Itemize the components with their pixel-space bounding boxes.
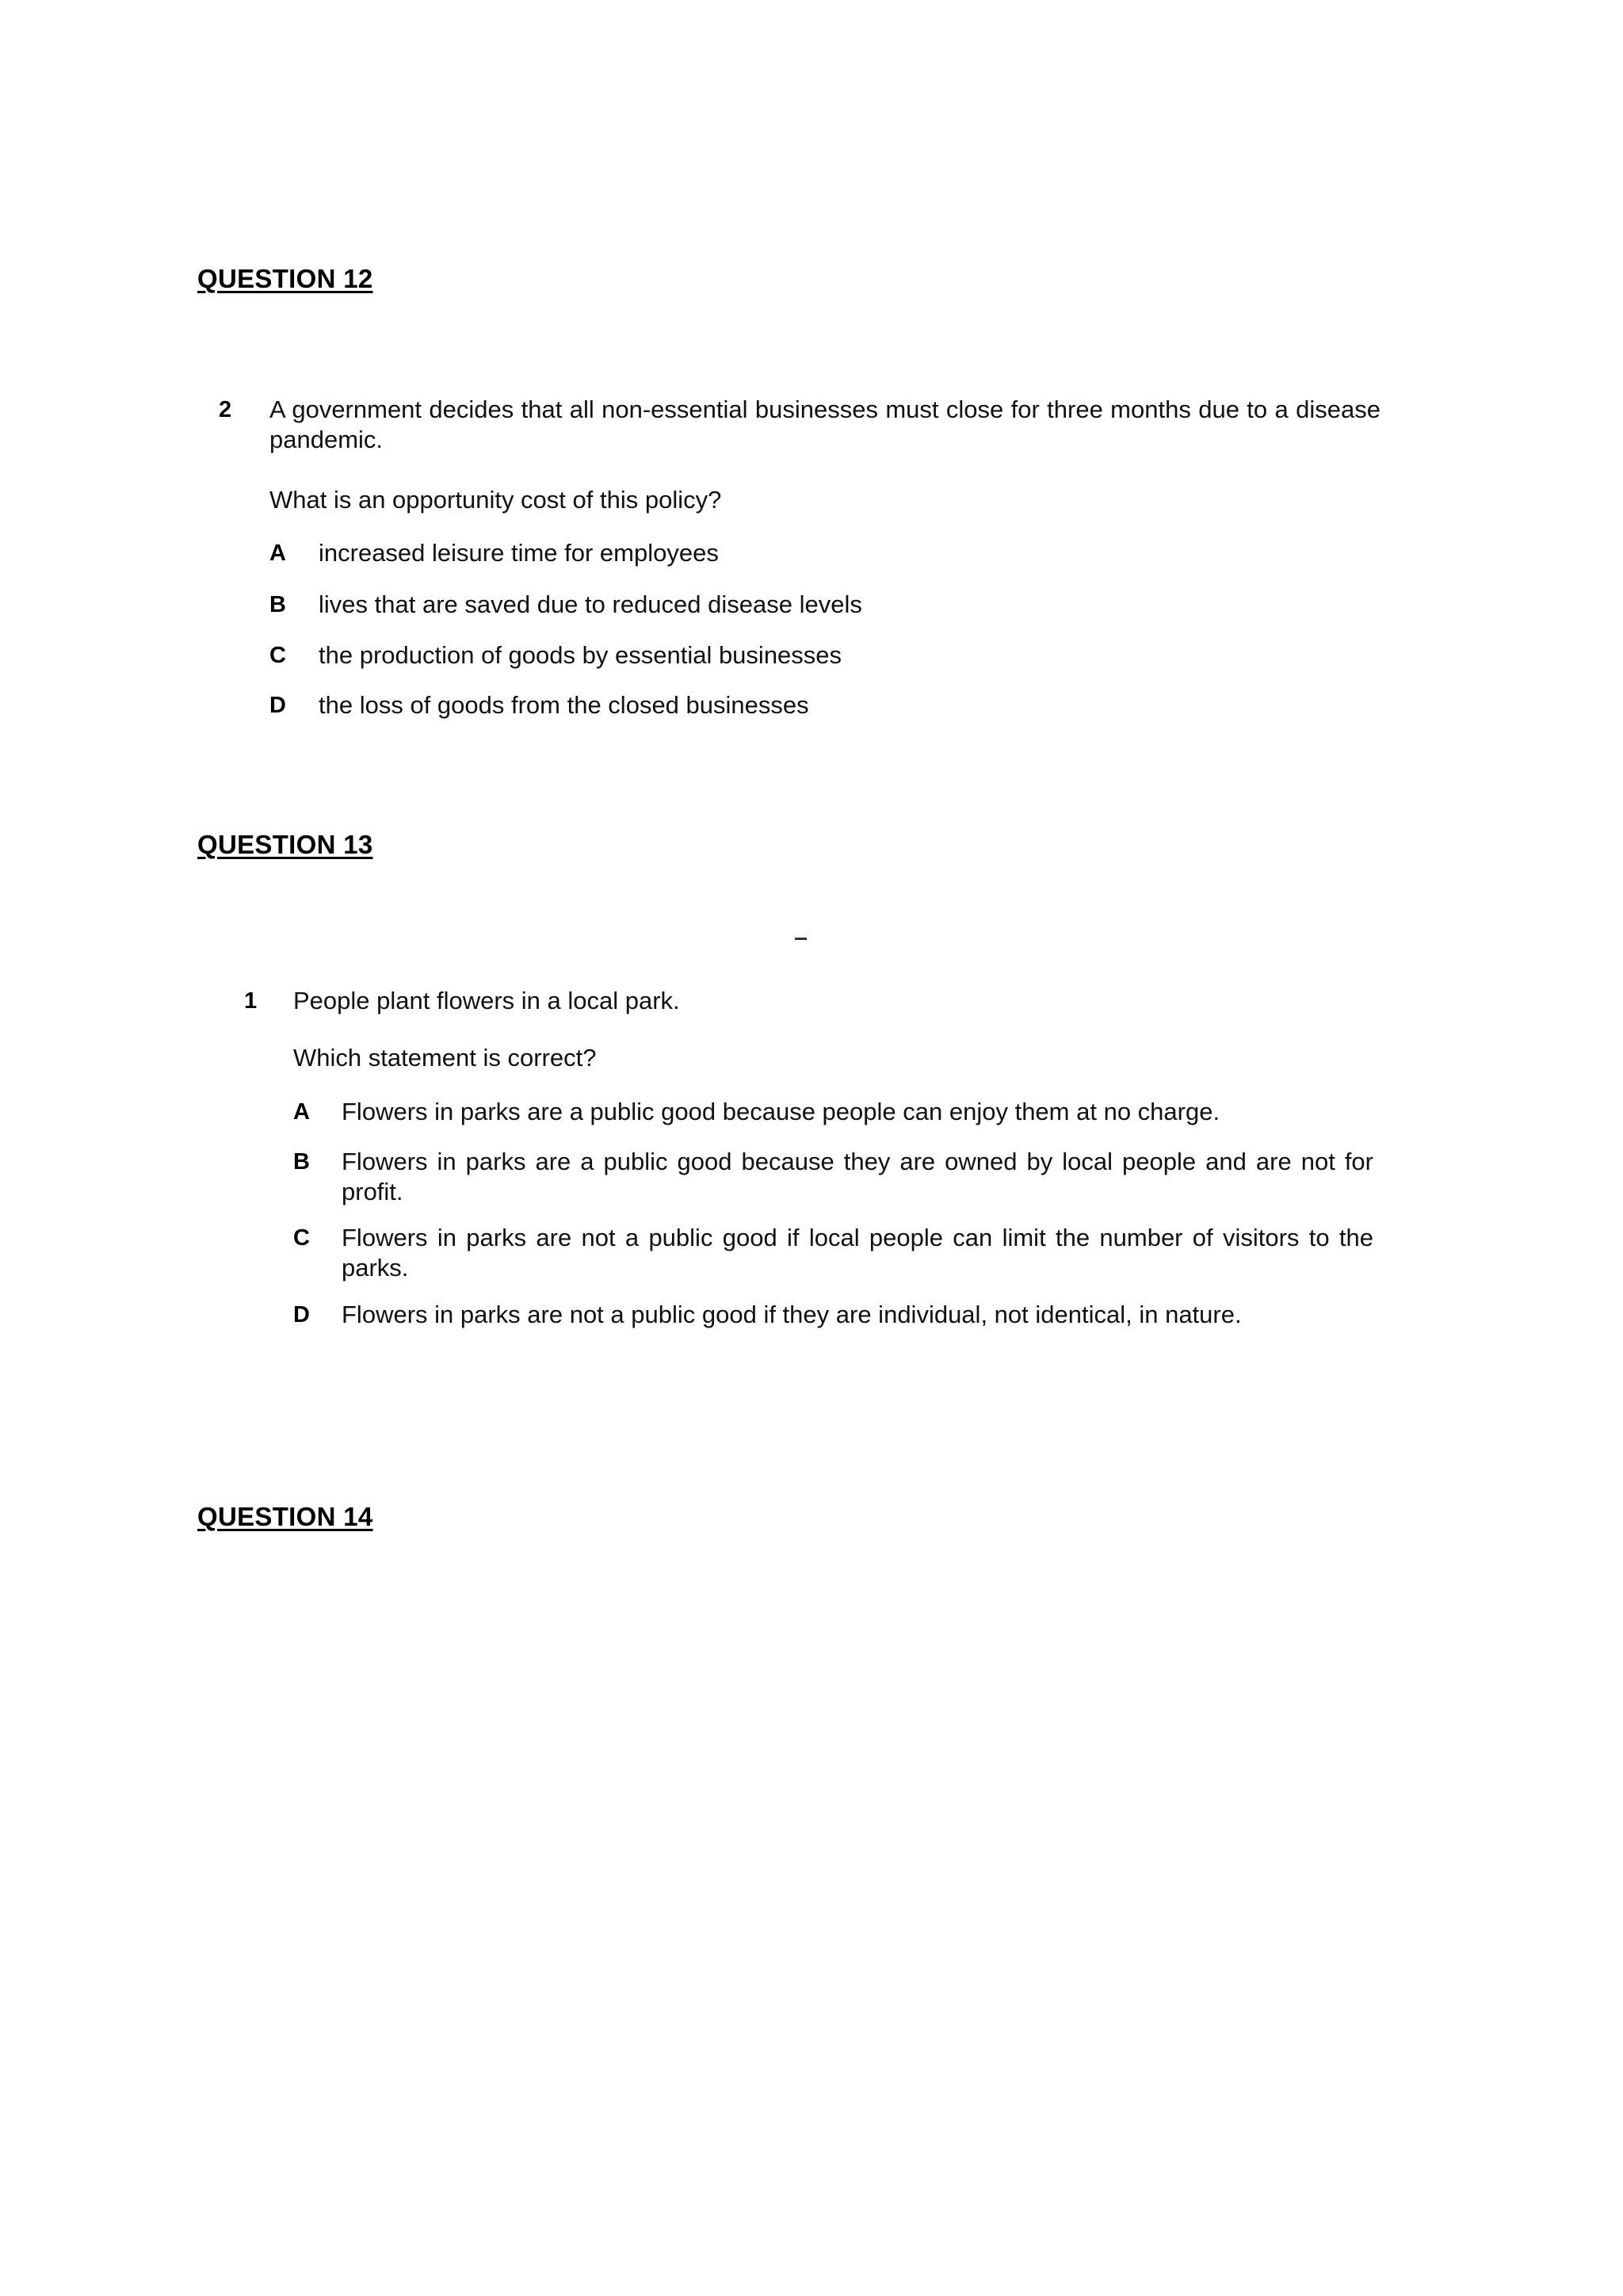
option-letter: C — [269, 643, 286, 668]
question-stem: People plant flowers in a local park. — [293, 987, 680, 1014]
option-letter: B — [269, 592, 286, 617]
question-prompt: What is an opportunity cost of this policy? — [269, 486, 722, 514]
option-text: Flowers in parks are not a public good if local people can limit the number of visitors to the parks. — [342, 1224, 1373, 1282]
stray-dash-mark — [795, 938, 807, 940]
question-12-heading: QUESTION 12 — [197, 264, 373, 293]
option-text: Flowers in parks are not a public good if they are individual, not identical, in nature. — [342, 1301, 1242, 1328]
option-letter: B — [293, 1149, 310, 1175]
option-text: increased leisure time for employees — [319, 539, 719, 567]
option-letter: A — [293, 1099, 310, 1125]
option-letter: A — [269, 541, 286, 566]
question-13-heading: QUESTION 13 — [197, 830, 373, 859]
option-text: the production of goods by essential businesses — [319, 641, 842, 669]
option-text: the loss of goods from the closed businesses — [319, 691, 809, 719]
option-letter: C — [293, 1225, 310, 1251]
question-number: 2 — [219, 397, 232, 422]
question-stem: A government decides that all non-essential businesses must close for three months due to a disease pandemic. — [269, 395, 1381, 453]
question-number: 1 — [244, 988, 258, 1014]
question-14-heading: QUESTION 14 — [197, 1502, 373, 1531]
option-letter: D — [293, 1302, 310, 1328]
option-text: lives that are saved due to reduced disease levels — [319, 590, 862, 618]
option-text: Flowers in parks are a public good because people can enjoy them at no charge. — [342, 1098, 1220, 1125]
option-text: Flowers in parks are a public good because they are owned by local people and are not for profit. — [342, 1148, 1373, 1205]
question-prompt: Which statement is correct? — [293, 1044, 597, 1072]
option-letter: D — [269, 693, 286, 718]
